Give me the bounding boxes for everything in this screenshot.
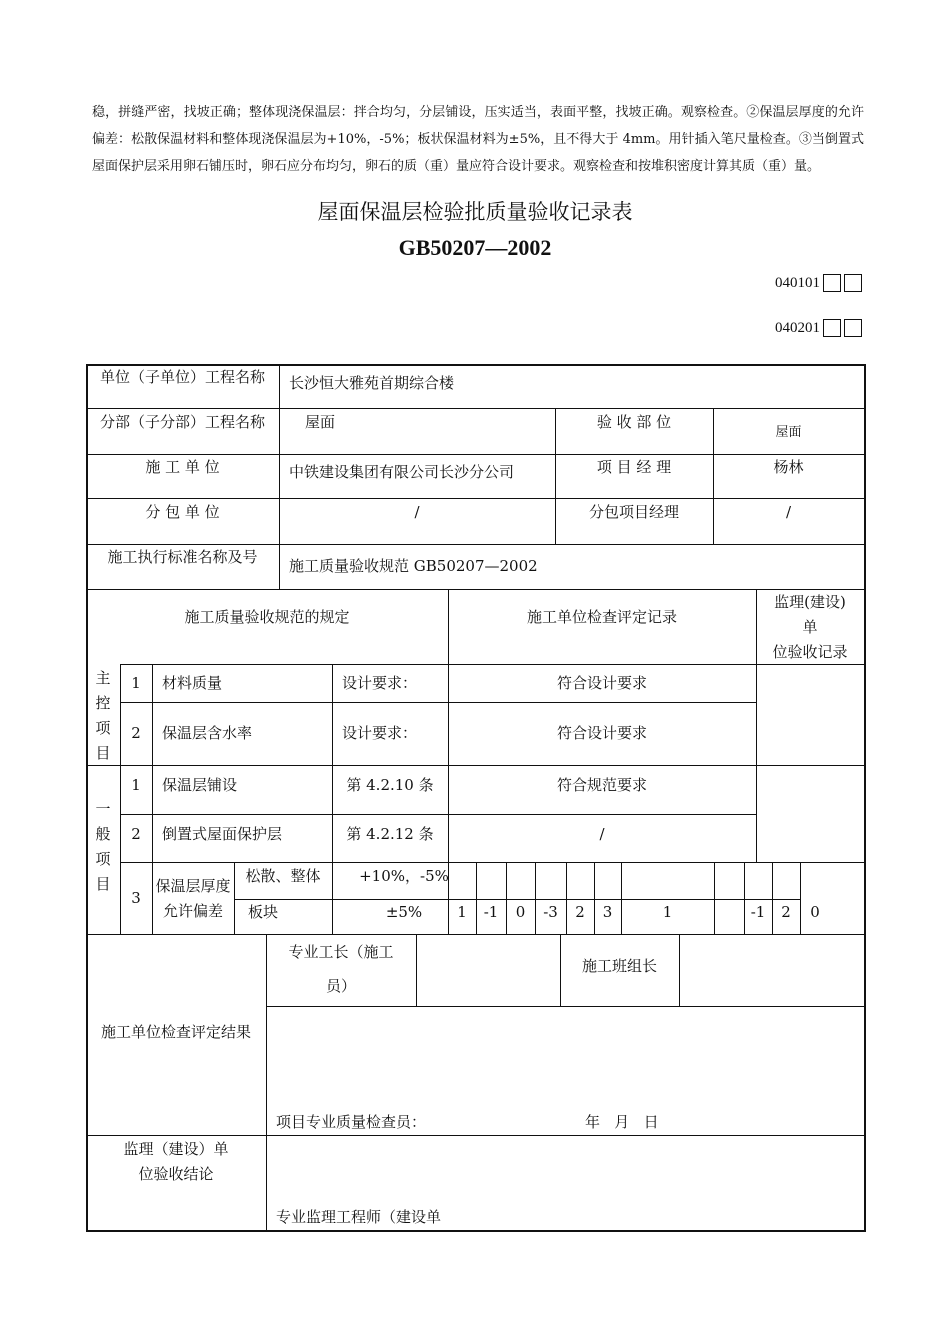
- col-divider: [416, 934, 417, 1006]
- label-char: 主: [95, 669, 111, 687]
- row-divider: [120, 814, 756, 815]
- item-name: 保温层铺设: [162, 776, 238, 794]
- label-char: 项: [95, 850, 111, 868]
- record-column-header: 施工单位检查评定记录: [526, 608, 677, 626]
- measure-cell[interactable]: 0: [810, 903, 820, 921]
- foreman-label-2: 员）: [325, 977, 356, 995]
- unit-label: 单位（子单位）工程名称: [99, 368, 265, 386]
- item-result[interactable]: 符合设计要求: [556, 674, 647, 692]
- code-checkbox[interactable]: [844, 274, 862, 292]
- item-no: 1: [131, 776, 141, 794]
- col-divider: [714, 862, 715, 934]
- date-label: 年 月 日: [585, 1113, 659, 1131]
- row-divider: [86, 589, 864, 590]
- division-label: 分部（子分部）工程名称: [99, 413, 265, 431]
- acceptance-part-value[interactable]: 屋面: [775, 425, 802, 440]
- row-divider: [120, 862, 864, 863]
- row-divider: [86, 408, 864, 409]
- acceptance-table: [86, 364, 864, 1230]
- thickness-type: 松散、整体: [245, 867, 321, 885]
- item-no: 3: [131, 889, 141, 907]
- label-char: 一: [95, 800, 111, 818]
- supervision-conclusion-label-1: 监理（建设）单: [123, 1140, 229, 1158]
- item-requirement: 第 4.2.12 条: [346, 825, 434, 843]
- table-frame: [86, 364, 866, 1232]
- form-code-number: 040201: [775, 319, 820, 336]
- row-divider: [120, 702, 756, 703]
- item-no: 2: [131, 724, 141, 742]
- label-char: 项: [95, 719, 111, 737]
- team-leader-label: 施工班组长: [581, 957, 657, 975]
- contractor-label: 施 工 单 位: [145, 458, 220, 476]
- division-value[interactable]: 屋面: [305, 413, 336, 431]
- spec-column-header: 施工质量验收规范的规定: [184, 608, 350, 626]
- item-name: 保温层含水率: [162, 724, 253, 742]
- unit-value[interactable]: 长沙恒大雅苑首期综合楼: [289, 374, 455, 392]
- row-divider: [86, 498, 864, 499]
- item-result[interactable]: /: [599, 825, 605, 843]
- measure-cell[interactable]: -1: [750, 903, 766, 921]
- supervision-column-header-2: 单: [802, 618, 818, 636]
- form-title: 屋面保温层检验批质量验收记录表: [317, 200, 633, 224]
- inspector-label: 项目专业质量检查员：: [276, 1113, 427, 1131]
- code-checkbox[interactable]: [823, 319, 841, 337]
- code-checkbox[interactable]: [844, 319, 862, 337]
- sub-pm-label: 分包项目经理: [588, 503, 679, 521]
- measure-cell[interactable]: 0: [515, 903, 526, 921]
- supervision-column-header-1: 监理(建设): [774, 593, 846, 611]
- item-name-line1: 保温层厚度: [155, 877, 231, 895]
- supervision-conclusion-label-2: 位验收结论: [138, 1165, 214, 1183]
- measure-cell[interactable]: -3: [543, 903, 558, 921]
- item-result[interactable]: 符合设计要求: [556, 724, 647, 742]
- standard-value[interactable]: 施工质量验收规范 GB50207—2002: [289, 557, 538, 575]
- contractor-value[interactable]: 中铁建设集团有限公司长沙分公司: [289, 463, 515, 481]
- form-code-number: 040101: [775, 274, 820, 291]
- item-requirement: 设计要求：: [342, 724, 418, 742]
- sub-pm-value[interactable]: /: [785, 503, 792, 521]
- thickness-type: 板块: [248, 903, 279, 921]
- measure-cell[interactable]: 2: [575, 903, 585, 921]
- standard-label: 施工执行标准名称及号: [107, 548, 258, 566]
- col-divider: [279, 408, 280, 589]
- thickness-tolerance: ±5%: [385, 903, 423, 921]
- item-name: 材料质量: [162, 674, 223, 692]
- row-divider: [86, 934, 864, 935]
- item-requirement: 设计要求：: [342, 674, 418, 692]
- label-char: 控: [95, 694, 111, 712]
- intro-paragraph: 稳，拼缝严密，找坡正确；整体现浇保温层：拌合均匀，分层铺设，压实适当，表面平整，找坡正确。观察检查。②保温层厚度的允许偏差：松散保温材料和整体现浇保温层为+10%，-5%；板状保温材料为±5%，且不得大于 4mm。用针插入笔尺量检查。③当倒置式屋面保护层采用卵石铺压时，卵石应分布均匀，卵石的质（重）量应符合设计要求。观察检查和按堆积密度计算其质（重）量。: [92, 105, 864, 174]
- thickness-tolerance: +10%，-5%: [359, 867, 449, 885]
- pm-value[interactable]: 杨林: [773, 458, 804, 476]
- measure-cell[interactable]: 2: [781, 903, 791, 921]
- row-divider: [120, 664, 864, 665]
- subcontractor-value[interactable]: /: [414, 503, 420, 521]
- label-char: 目: [95, 875, 111, 893]
- measure-cell[interactable]: 1: [457, 903, 467, 921]
- main-control-label: [88, 666, 118, 766]
- supervision-column-header-3: 位验收记录: [772, 643, 848, 661]
- col-divider: [679, 934, 680, 1006]
- row-divider: [86, 1135, 864, 1136]
- supervisor-label: 专业监理工程师（建设单: [276, 1208, 442, 1226]
- item-no: 1: [131, 674, 141, 692]
- row-divider: [86, 765, 864, 766]
- form-code-2: [775, 319, 862, 337]
- row-divider: [266, 1006, 864, 1007]
- measure-cell[interactable]: -1: [483, 903, 499, 921]
- col-divider: [279, 364, 280, 408]
- standard-code: GB50207—2002: [398, 235, 552, 260]
- item-result[interactable]: 符合规范要求: [556, 776, 647, 794]
- label-char: 目: [95, 744, 111, 762]
- contractor-result-label: 施工单位检查评定结果: [100, 1023, 251, 1041]
- form-code-1: [775, 274, 862, 292]
- pm-label: 项 目 经 理: [596, 458, 672, 476]
- item-requirement: 第 4.2.10 条: [346, 776, 434, 794]
- measure-cell[interactable]: 1: [662, 903, 673, 921]
- acceptance-part-label: 验 收 部 位: [596, 413, 672, 431]
- general-items-label: [88, 797, 118, 897]
- label-char: 般: [95, 825, 111, 843]
- code-checkbox[interactable]: [823, 274, 841, 292]
- subcontractor-label: 分 包 单 位: [145, 503, 220, 521]
- item-name: 倒置式屋面保护层: [162, 825, 283, 843]
- item-no: 2: [131, 825, 141, 843]
- item-name-line2: 允许偏差: [162, 902, 223, 920]
- foreman-label-1: 专业工长（施工: [288, 943, 394, 961]
- measure-cell[interactable]: 3: [602, 903, 613, 921]
